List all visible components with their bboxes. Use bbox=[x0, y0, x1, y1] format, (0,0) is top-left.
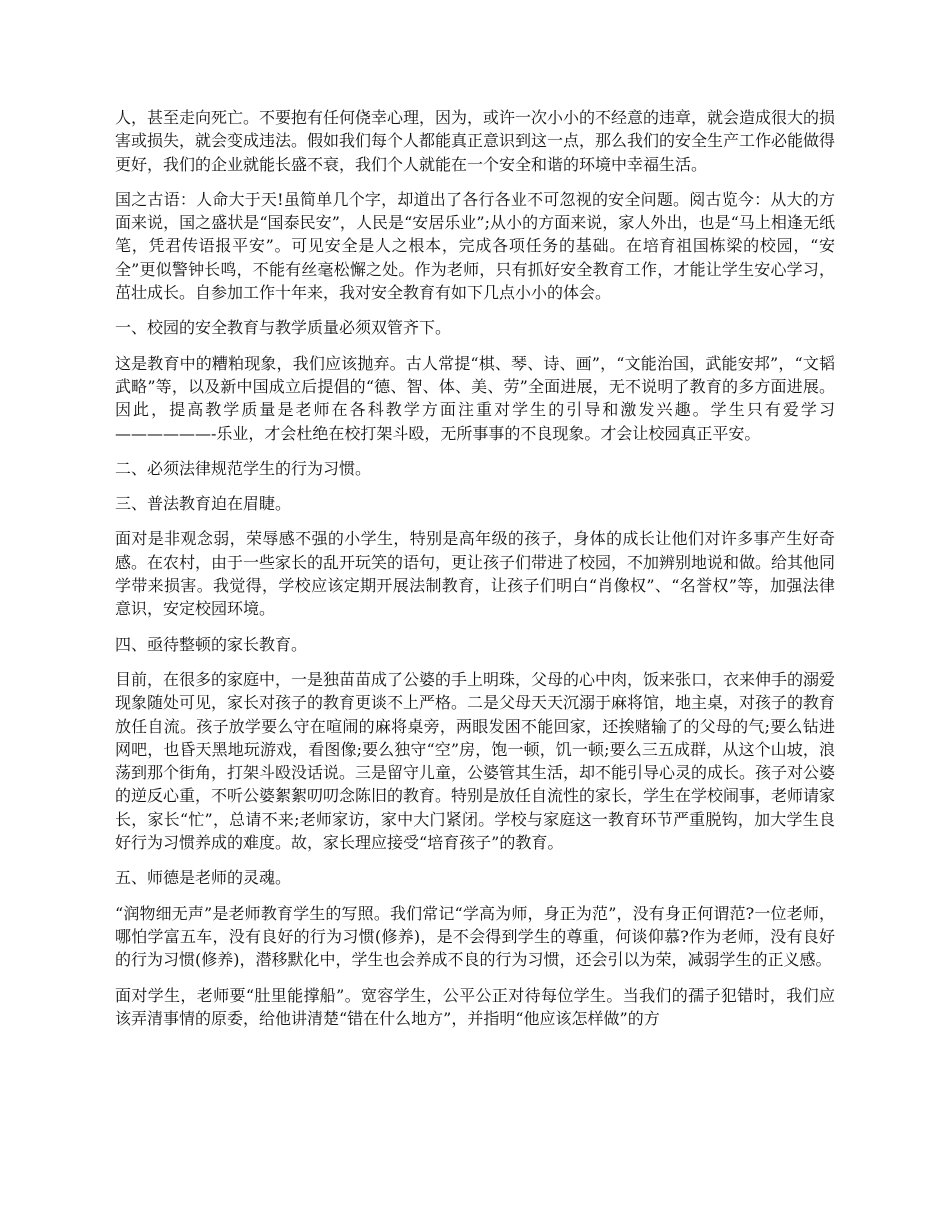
section-heading-3: 三、普法教育迫在眉睫。 bbox=[115, 494, 292, 514]
section-heading-2: 二、必须法律规范学生的行为习惯。 bbox=[115, 458, 372, 478]
section-heading-5: 五、师德是老师的灵魂。 bbox=[115, 868, 292, 888]
paragraph-section-5-b: 面对学生，老师要“肚里能撑船”。宽容学生，公平公正对待每位学生。当我们的孺子犯错时，我们应该弄清事情的原委，给他讲清楚“错在什么地方”，并指明“他应该怎样做”的方 bbox=[115, 985, 835, 1028]
document-page bbox=[115, 106, 835, 1042]
paragraph-intro-continuation: 人，甚至走向死亡。不要抱有任何侥幸心理，因为，或许一次小小的不经意的违章，就会造成很大的损害或损失，就会变成违法。假如我们每个人都能真正意识到这一点，那么我们的安全生产工作必能做得更好，我们的企业就能长盛不衰，我们个人就能在一个安全和谐的环境中幸福生活。 bbox=[115, 108, 836, 174]
paragraph-ancient-saying: 国之古语：人命大于天!虽简单几个字，却道出了各行各业不可忽视的安全问题。阅古览今：从大的方面来说，国之盛状是“国泰民安”，人民是“安居乐业”;从小的方面来说，家人外出，也是“马上相逢无纸笔，凭君传语报平安”。可见安全是人之根本，完成各项任务的基础。在培育祖国栋梁的校园，“安全”更似警钟长鸣，不能有丝毫松懈之处。作为老师，只有抓好安全教育工作，才能让学生安心学习，茁壮成长。自参加工作十年来，我对安全教育有如下几点小小的体会。 bbox=[115, 189, 835, 303]
paragraph-section-1: 这是教育中的糟粕现象，我们应该抛弃。古人常提“棋、琴、诗、画”，“文能治国，武能安邦”，“文韬武略”等，以及新中国成立后提倡的“德、智、体、美、劳”全面进展，无不说明了教育的多方面进展。因此，提高教学质量是老师在各科教学方面注重对学生的引导和激发兴趣。学生只有爱学习——————-乐业，才会杜绝在校打架斗殴，无所事事的不良现象。才会让校园真正平安。 bbox=[115, 353, 835, 443]
section-heading-4: 四、亟待整顿的家长教育。 bbox=[115, 634, 308, 654]
paragraph-section-4: 目前，在很多的家庭中，一是独苗苗成了公婆的手上明珠，父母的心中肉，饭来张口，衣来伸手的溺爱现象随处可见，家长对孩子的教育更谈不上严格。二是父母天天沉溺于麻将馆，地主桌，对孩子的教育放任自流。孩子放学要么守在喧闹的麻将桌旁，两眼发困不能回家，还挨赌输了的父母的气;要么钻进网吧，也昏天黑地玩游戏，看图像;要么独守“空”房，饱一顿，饥一顿;要么三五成群，从这个山坡，浪荡到那个街角，打架斗殴没话说。三是留守儿童，公婆管其生活，却不能引导心灵的成长。孩子对公婆的逆反心重，不听公婆絮絮叨叨念陈旧的教育。特别是放任自流性的家长，学生在学校闹事，老师请家长，家长“忙”，总请不来;老师家访，家中大门紧闭。学校与家庭这一教育环节严重脱钩，加大学生良好行为习惯养成的难度。故，家长理应接受“培育孩子”的教育。 bbox=[115, 669, 836, 853]
paragraph-section-3: 面对是非观念弱，荣辱感不强的小学生，特别是高年级的孩子，身体的成长让他们对许多事产生好奇感。在农村，由于一些家长的乱开玩笑的语句，更让孩子们带进了校园，不加辨别地说和做。给其他同学带来损害。我觉得，学校应该定期开展法制教育，让孩子们明白“肖像权”、“名誉权”等，加强法律意识，安定校园环境。 bbox=[115, 529, 836, 619]
section-heading-1: 一、校园的安全教育与教学质量必须双管齐下。 bbox=[115, 318, 452, 338]
paragraph-section-5-a: “润物细无声”是老师教育学生的写照。我们常记“学高为师，身正为范”，没有身正何谓范?一位老师，哪怕学富五车，没有良好的行为习惯(修养)，是不会得到学生的尊重，何谈仰慕?作为老师，没有良好的行为习惯(修养)，潜移默化中，学生也会养成不良的行为习惯，还会引以为荣，减弱学生的正义感。 bbox=[115, 903, 835, 970]
